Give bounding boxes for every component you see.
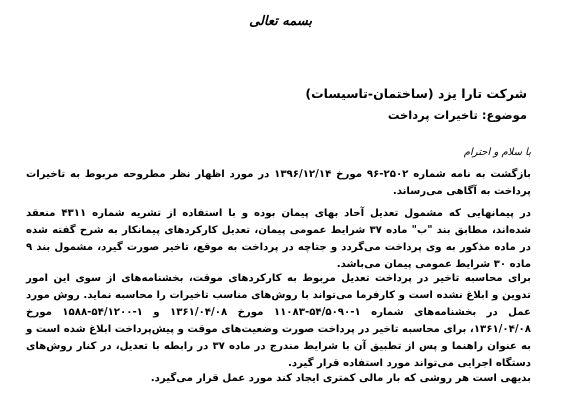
recipient-company: شرکت تارا یزد (ساختمان-تاسیسات) <box>305 86 527 101</box>
letter-subject: موضوع: تاخیرات پرداخت <box>387 108 527 122</box>
paragraph-adjustment-contracts: در پیمانهایی که مشمول تعدیل آحاد بهای پیمان بوده و با استفاده از تشریه شماره ۴۳۱۱ منعقد شده‌اند، مطابق بند "ب" ماده ۳۷ شرایط عمومی پیمان، تعدیل کارکردهای پیمانکار به شرح گفته شده در ماده مذکور به وی پرداخت می‌گردد و جتاچه در پرداخت به موقع، تاخیر صورت گیرد، مشمول بند ۹ ماده ۳۰ شرایط عمومی پیمان می‌باشد. <box>26 208 531 270</box>
letter-invocation: بسمه تعالی <box>249 14 312 29</box>
paragraph-reference: بازگشت به نامه شماره ۲۵۰۲-۹۶ مورخ ۱۳۹۶/۱۲/۱۴ در مورد اظهار نظر مطروحه مربوط به تاخیرات پرداخت به آگاهی می‌رساند. <box>26 169 531 197</box>
paragraph-conclusion: بدیهی است هر روشی که بار مالی کمتری ایجاد کند مورد عمل قرار می‌گیرد. <box>150 373 531 384</box>
paragraph-delay-calculation: برای محاسبه تاخیر در پرداخت تعدیل مربوط به کارکردهای موقت، بخشنامه‌های از سوی این امور تدوین و ابلاغ نشده است و کارفرما می‌تواند با روش‌های مناسب تاخیرات را محاسبه نماید. روش مورد عمل در بخشنامه‌های شماره ۱-۵۴/۵۰۹۰-۱۱۰۸۳ مورخ ۱۳۶۱/۰۴/۰۸ و ۱-۵۴/۱۲۰۰-۱۵۸۸ مورخ ۱۳۶۱/۰۴/۰۸، برای محاسبه تاخیر در پرداخت صورت وضعیت‌های موقت و پیش‌پرداخت ابلاغ شده است و به عنوان راهنما و پس از تطبیق آن با شرایط مندرج در ماده ۳۷ در رابطه با تعدیل، در کنار روش‌های دستگاه اجرایی می‌تواند مورد استفاده قرار گیرد. <box>26 273 531 369</box>
salutation: با سلام و احترام <box>463 147 531 158</box>
